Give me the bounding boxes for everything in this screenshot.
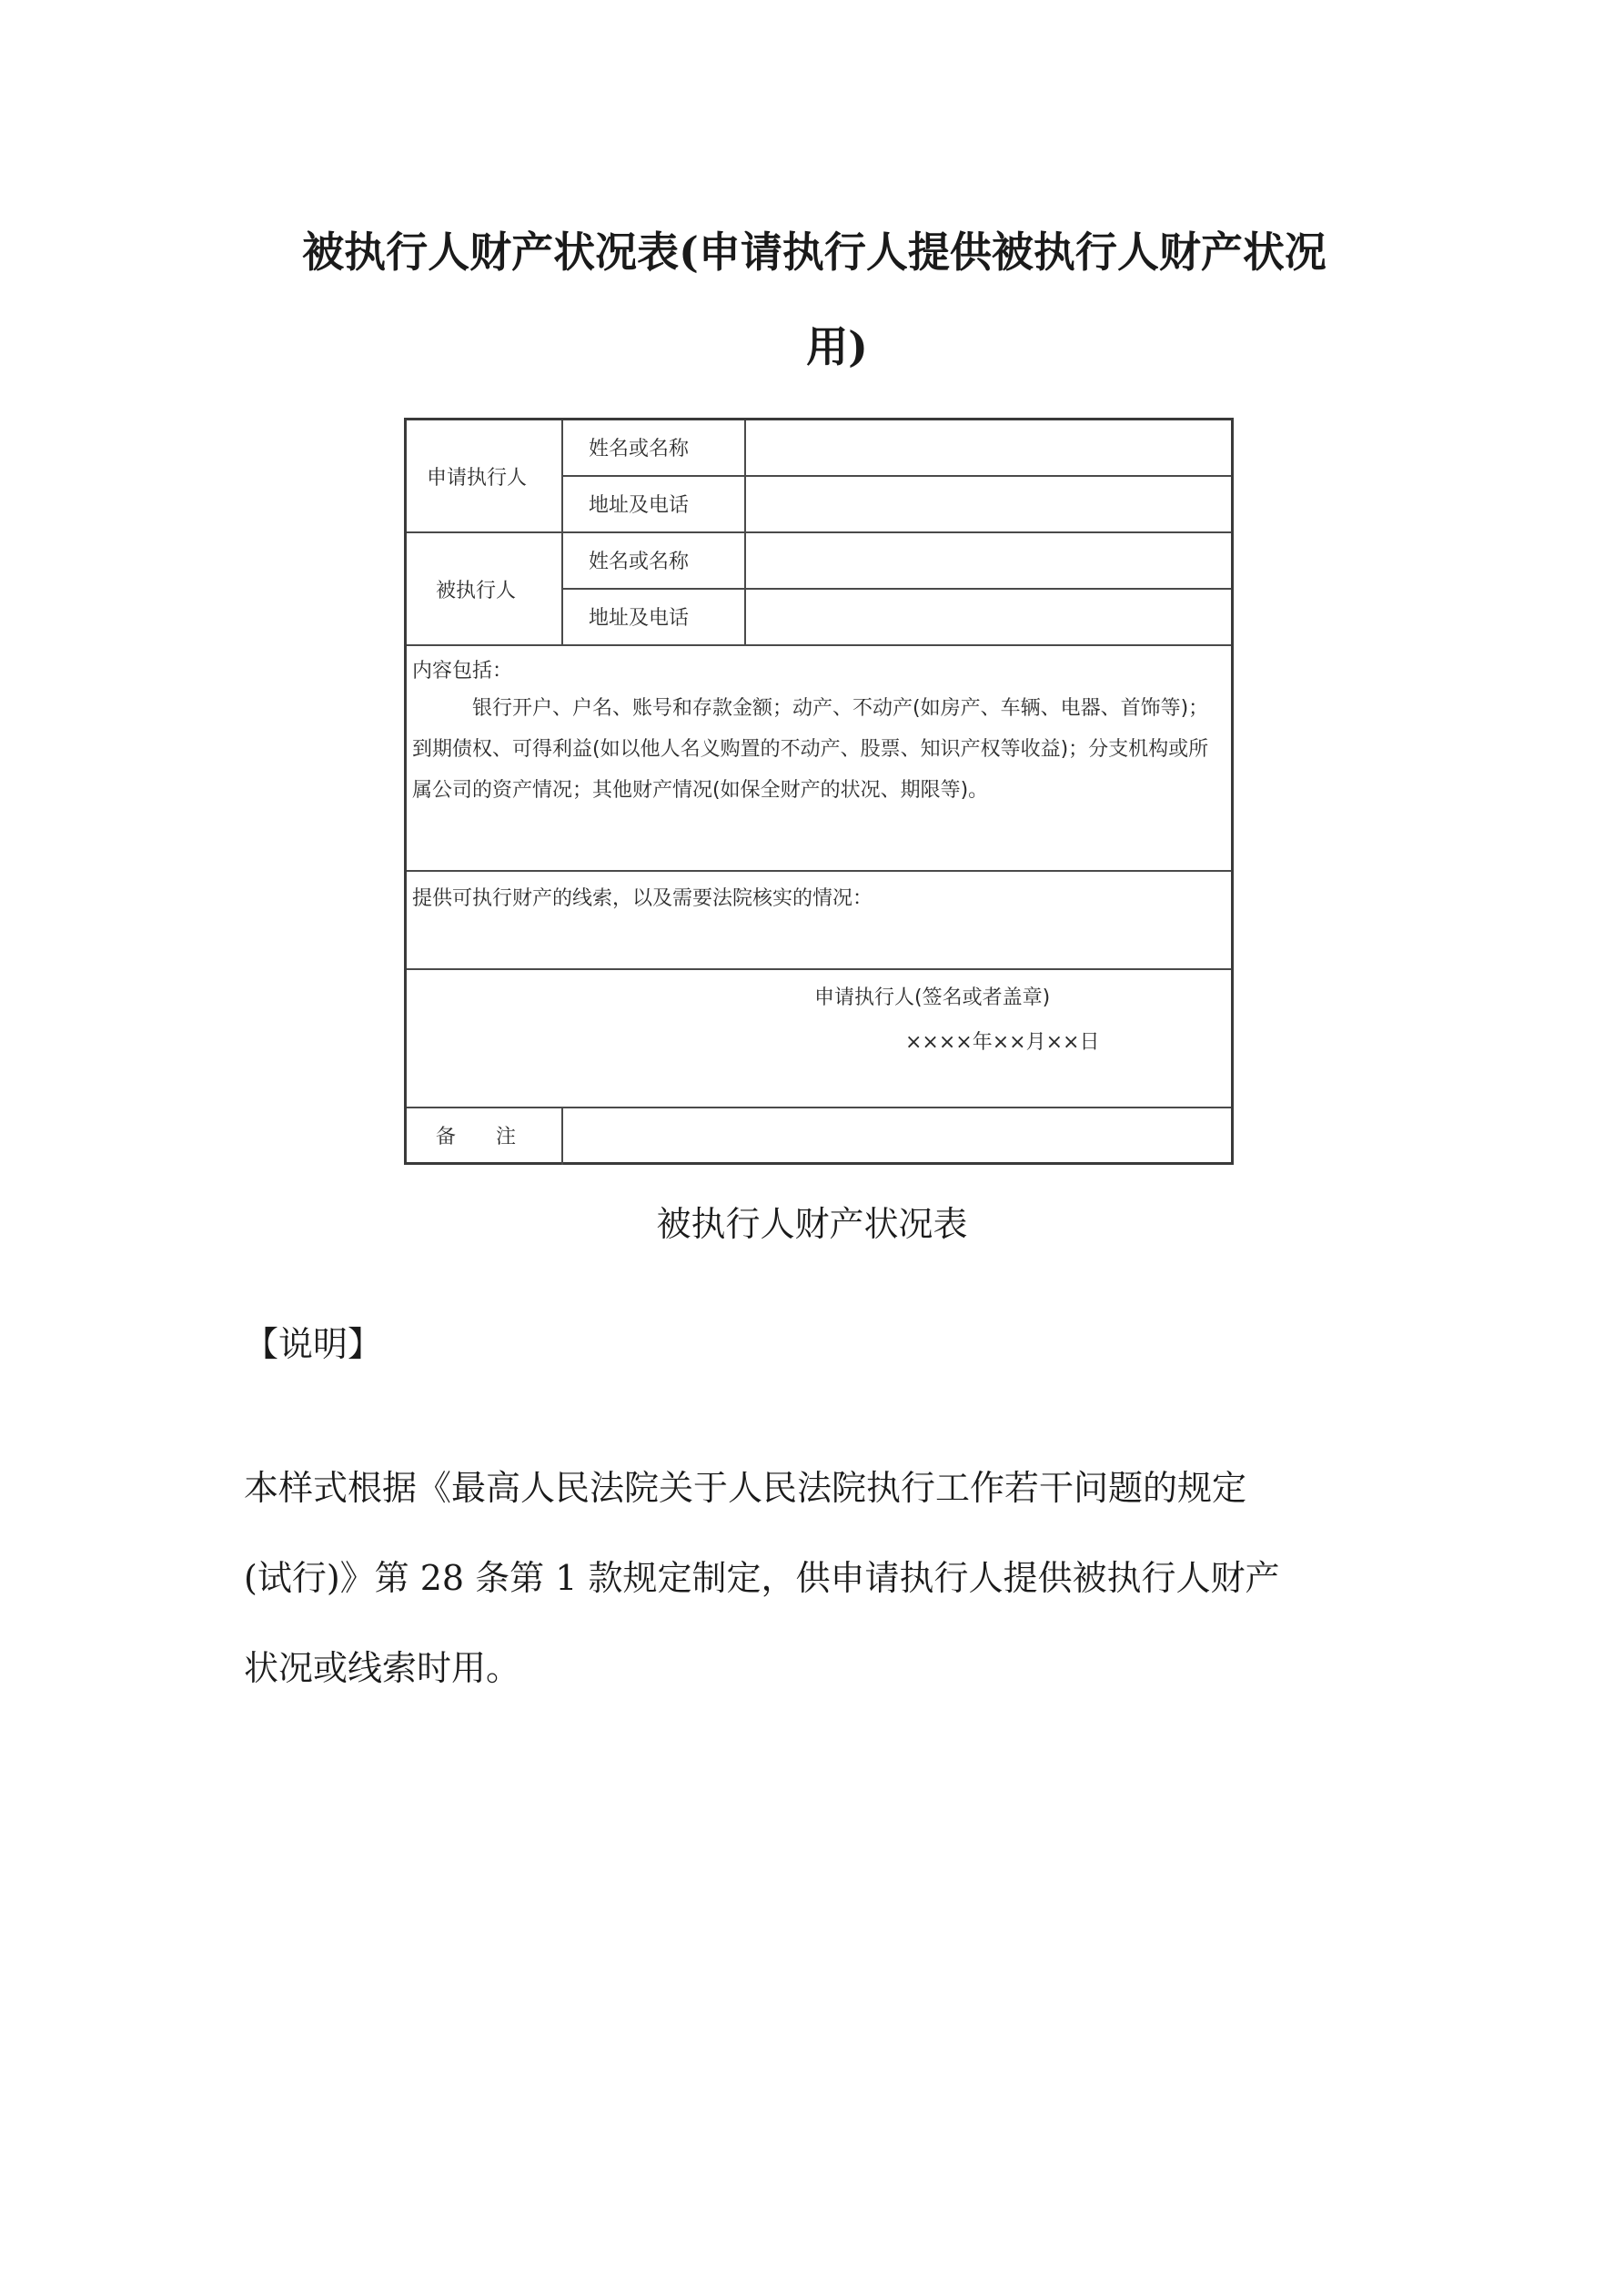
page-title-line-1: 被执行人财产状况表(申请执行人提供被执行人财产状况 bbox=[302, 228, 1326, 277]
signature-label: 申请执行人(签名或者盖章) bbox=[814, 986, 1051, 1009]
form-divider bbox=[561, 475, 1231, 477]
date-placeholder: ××××年××月××日 bbox=[905, 1031, 1100, 1054]
form-divider bbox=[561, 588, 1231, 590]
section-heading: 【说明】 bbox=[244, 1324, 383, 1364]
page-title-line-2: 用) bbox=[806, 322, 868, 371]
applicant-address-label: 地址及电话 bbox=[589, 494, 690, 517]
content-body-text: 银行开户、户名、账号和存款金额；动产、不动产(如房产、车辆、电器、首饰等)；到期债权、可得利益(如以他人名义购置的不动产、股票、知识产权等收益)；分支机构或所属公司的资产情况；其他财产情况(如保全财产的状况、期限等)。 bbox=[412, 697, 1209, 802]
explanation-line-2: (试行)》第 28 条第 1 款规定制定，供申请执行人提供被执行人财产 bbox=[244, 1558, 1280, 1598]
asset-status-form-image bbox=[404, 418, 1234, 1165]
form-divider bbox=[407, 1107, 1231, 1108]
form-divider bbox=[561, 420, 563, 644]
applicant-name-label: 姓名或名称 bbox=[589, 438, 690, 460]
content-body bbox=[412, 688, 1226, 811]
page-title bbox=[264, 205, 1365, 394]
explanation-paragraph bbox=[244, 1443, 1390, 1714]
form-caption: 被执行人财产状况表 bbox=[656, 1204, 968, 1244]
content-heading: 内容包括： bbox=[412, 660, 513, 683]
form-divider bbox=[561, 1107, 563, 1165]
form-divider bbox=[407, 531, 1231, 533]
explanation-line-3: 状况或线索时用。 bbox=[244, 1648, 521, 1688]
form-divider bbox=[407, 968, 1231, 970]
explanation-line-1: 本样式根据《最高人民法院关于人民法院执行工作若干问题的规定 bbox=[244, 1468, 1247, 1508]
respondent-label: 被执行人 bbox=[436, 580, 517, 602]
respondent-name-label: 姓名或名称 bbox=[589, 551, 690, 573]
respondent-address-label: 地址及电话 bbox=[589, 607, 690, 630]
clues-label: 提供可执行财产的线索，以及需要法院核实的情况： bbox=[412, 887, 873, 910]
form-divider bbox=[407, 644, 1231, 646]
remarks-label: 备 注 bbox=[436, 1126, 517, 1148]
form-divider bbox=[744, 420, 746, 644]
applicant-label: 申请执行人 bbox=[427, 467, 528, 490]
form-divider bbox=[407, 870, 1231, 872]
